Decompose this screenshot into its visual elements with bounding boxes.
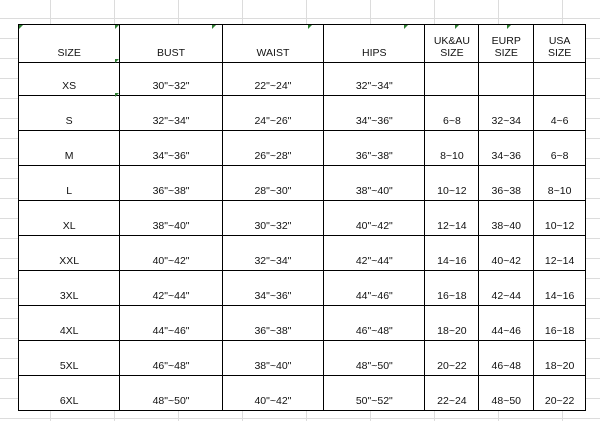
cell-waist[interactable]: 26"~28" [222,131,323,166]
table-row [19,341,586,376]
cell-waist[interactable]: 22"~24" [222,63,323,96]
cell-size[interactable]: 3XL [19,271,120,306]
cell-size[interactable]: 5XL [19,341,120,376]
cell-waist[interactable]: 34"~36" [222,271,323,306]
header-uk-au-label-line1: UK&AU [433,35,470,47]
cell-size[interactable]: 6XL [19,376,120,411]
header-eurp-size[interactable] [479,25,534,63]
cell-eurp-size[interactable]: 34~36 [479,131,534,166]
header-hips[interactable] [324,25,425,63]
cell-uk-au-size[interactable]: 12~14 [425,201,479,236]
cell-bust[interactable]: 48"~50" [120,376,222,411]
cell-marker [308,25,312,29]
cell-uk-au-size[interactable]: 18~20 [425,306,479,341]
cell-uk-au-size[interactable]: 8~10 [425,131,479,166]
cell-bust[interactable]: 40"~42" [120,236,222,271]
cell-hips[interactable]: 46"~48" [324,306,425,341]
cell-uk-au-size[interactable]: 20~22 [425,341,479,376]
header-waist[interactable] [222,25,323,63]
cell-usa-size[interactable]: 12~14 [534,236,586,271]
cell-waist[interactable]: 24"~26" [222,96,323,131]
cell-uk-au-size[interactable]: 16~18 [425,271,479,306]
cell-hips[interactable]: 42"~44" [324,236,425,271]
cell-size[interactable]: XL [19,201,120,236]
table-row [19,166,586,201]
header-uk-au-label-line2: SIZE [440,47,464,59]
cell-usa-size[interactable]: 4~6 [534,96,586,131]
cell-bust[interactable]: 44"~46" [120,306,222,341]
cell-marker [19,25,23,29]
table-row [19,63,586,96]
cell-marker [455,25,459,29]
cell-hips[interactable]: 44"~46" [324,271,425,306]
header-hips-label: HIPS [362,47,387,59]
size-chart-table [18,24,586,411]
header-eurp-label-line1: EURP [491,35,521,47]
cell-marker [115,93,119,97]
cell-hips[interactable]: 38"~40" [324,166,425,201]
cell-hips[interactable]: 48"~50" [324,341,425,376]
table-row [19,376,586,411]
cell-marker [212,25,216,29]
cell-hips[interactable]: 32"~34" [324,63,425,96]
table-row [19,236,586,271]
cell-marker [404,25,408,29]
cell-eurp-size[interactable]: 42~44 [479,271,534,306]
cell-eurp-size[interactable]: 36~38 [479,166,534,201]
header-usa-label-line1: USA [548,35,571,47]
cell-uk-au-size[interactable]: 10~12 [425,166,479,201]
table-row [19,96,586,131]
table-row [19,201,586,236]
cell-eurp-size[interactable]: 44~46 [479,306,534,341]
cell-eurp-size[interactable] [479,63,534,96]
cell-waist[interactable]: 40"~42" [222,376,323,411]
header-usa-size[interactable] [534,25,586,63]
cell-size[interactable]: M [19,131,120,166]
cell-bust[interactable]: 38"~40" [120,201,222,236]
cell-usa-size[interactable]: 14~16 [534,271,586,306]
cell-usa-size[interactable] [534,63,586,96]
cell-usa-size[interactable]: 16~18 [534,306,586,341]
cell-bust[interactable]: 30"~32" [120,63,222,96]
size-rows [19,63,586,411]
header-size-label: SIZE [57,47,81,59]
header-usa-label-line2: SIZE [547,47,572,59]
cell-waist[interactable]: 36"~38" [222,306,323,341]
cell-marker [507,25,511,29]
cell-waist[interactable]: 28"~30" [222,166,323,201]
cell-waist[interactable]: 30"~32" [222,201,323,236]
cell-bust[interactable]: 34"~36" [120,131,222,166]
cell-hips[interactable]: 50"~52" [324,376,425,411]
cell-eurp-size[interactable]: 46~48 [479,341,534,376]
cell-bust[interactable]: 32"~34" [120,96,222,131]
table-row [19,271,586,306]
cell-uk-au-size[interactable]: 14~16 [425,236,479,271]
cell-bust[interactable]: 42"~44" [120,271,222,306]
cell-eurp-size[interactable]: 48~50 [479,376,534,411]
header-eurp-label-line2: SIZE [494,47,518,59]
cell-usa-size[interactable]: 20~22 [534,376,586,411]
cell-uk-au-size[interactable]: 22~24 [425,376,479,411]
cell-usa-size[interactable]: 6~8 [534,131,586,166]
header-bust-label: BUST [157,47,186,59]
cell-marker [115,59,119,63]
header-size[interactable] [19,25,120,63]
cell-uk-au-size[interactable]: 6~8 [425,96,479,131]
cell-bust[interactable]: 46"~48" [120,341,222,376]
cell-uk-au-size[interactable] [425,63,479,96]
cell-waist[interactable]: 38"~40" [222,341,323,376]
cell-usa-size[interactable]: 8~10 [534,166,586,201]
table-row [19,131,586,166]
cell-hips[interactable]: 34"~36" [324,96,425,131]
header-uk-au-size[interactable] [425,25,479,63]
cell-bust[interactable]: 36"~38" [120,166,222,201]
header-bust[interactable] [120,25,222,63]
table-row [19,306,586,341]
cell-size[interactable]: L [19,166,120,201]
cell-eurp-size[interactable]: 40~42 [479,236,534,271]
cell-size[interactable]: S [19,96,120,131]
cell-marker [115,25,119,29]
cell-size[interactable]: 4XL [19,306,120,341]
cell-usa-size[interactable]: 10~12 [534,201,586,236]
cell-eurp-size[interactable]: 32~34 [479,96,534,131]
cell-size[interactable]: XS [19,63,120,96]
cell-usa-size[interactable]: 18~20 [534,341,586,376]
cell-size[interactable]: XXL [19,236,120,271]
cell-hips[interactable]: 36"~38" [324,131,425,166]
header-row [19,25,586,63]
cell-waist[interactable]: 32"~34" [222,236,323,271]
cell-eurp-size[interactable]: 38~40 [479,201,534,236]
cell-hips[interactable]: 40"~42" [324,201,425,236]
header-waist-label: WAIST [256,47,290,59]
